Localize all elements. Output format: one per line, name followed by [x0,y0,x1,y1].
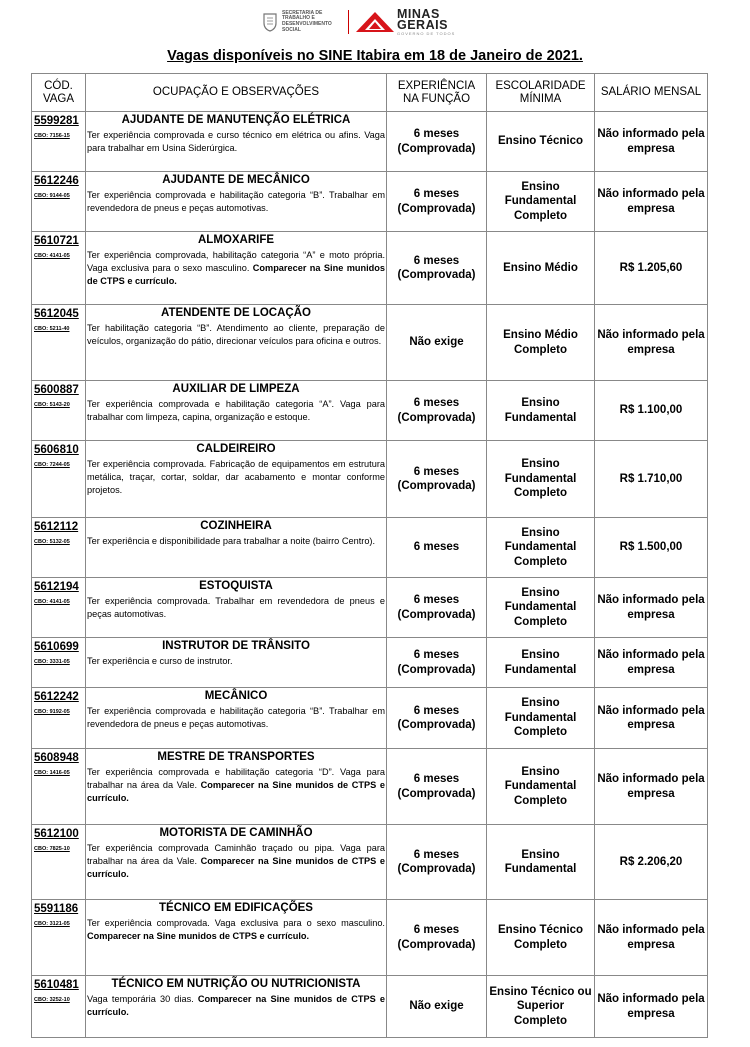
vacancy-code-cell [32,112,86,172]
occupation-title: AJUDANTE DE MANUTENÇÃO ELÉTRICA [121,114,351,126]
education-cell: Ensino Fundamental [487,381,595,441]
vacancy-code: 5610699 [34,641,79,653]
table-row [32,749,708,825]
occupation-title: MESTRE DE TRANSPORTES [157,751,315,763]
cbo-code: CBO: 5143-20 [34,402,70,408]
experience-cell: 6 meses (Comprovada) [387,900,487,976]
minas-gerais-triangle-icon [355,11,395,33]
occupation-title: COZINHEIRA [200,520,272,532]
occupation-title: MECÂNICO [204,690,268,702]
education-cell: Ensino Técnico [487,112,595,172]
occupation-title: MOTORISTA DE CAMINHÃO [159,827,313,839]
description-bold-note: Comparecer na Sine munidos de CTPS e currículo. [87,994,385,1017]
table-row [32,381,708,441]
vacancy-code: 5612246 [34,175,79,187]
vacancy-code: 5612100 [34,828,79,840]
table-header-row [32,74,708,112]
description-text: Ter experiência e disponibilidade para trabalhar a noite (bairro Centro). [87,536,376,546]
table-row [32,232,708,305]
education-cell: Ensino Fundamental Completo [487,441,595,518]
occupation-cell [86,381,387,441]
cbo-code: CBO: 3331-05 [34,659,70,665]
cbo-code: CBO: 9192-05 [34,709,70,715]
vacancy-code: 5600887 [34,384,79,396]
occupation-cell [86,112,387,172]
experience-cell: 6 meses (Comprovada) [387,112,487,172]
occupation-cell [86,900,387,976]
occupation-cell [86,578,387,638]
column-header-experience: EXPERIÊNCIA NA FUNÇÃO [387,74,487,112]
occupation-cell [86,232,387,305]
description-text: Ter experiência comprovada e habilitação categoria “D”. Vaga para trabalhar na área da Vale. [87,767,385,790]
occupation-cell [86,172,387,232]
table-row [32,305,708,381]
salary-cell: R$ 1.100,00 [595,381,708,441]
table-row [32,518,708,578]
vacancy-code: 5612194 [34,581,79,593]
salary-cell: Não informado pela empresa [595,638,708,688]
occupation-description [87,249,385,288]
vacancy-code: 5610481 [34,979,79,991]
experience-cell: 6 meses (Comprovada) [387,172,487,232]
vacancy-code: 5591186 [34,903,79,915]
vacancy-code-cell [32,578,86,638]
description-text: Ter experiência comprovada. Trabalhar em revendedora de pneus e peças automotivas. [87,596,385,619]
occupation-title: ATENDENTE DE LOCAÇÃO [161,307,311,319]
salary-cell: Não informado pela empresa [595,172,708,232]
column-header-salary: SALÁRIO MENSAL [595,74,708,112]
occupation-title: CALDEIREIRO [196,443,276,455]
vacancy-code-cell [32,232,86,305]
occupation-cell [86,825,387,900]
occupation-title: AJUDANTE DE MECÂNICO [162,174,310,186]
occupation-title: TÉCNICO EM NUTRIÇÃO OU NUTRICIONISTA [111,978,361,990]
experience-cell: 6 meses (Comprovada) [387,232,487,305]
vacancy-code: 5606810 [34,444,79,456]
column-header-occupation: OCUPAÇÃO E OBSERVAÇÕES [86,74,387,112]
secretaria-line: DESENVOLVIMENTO [282,21,332,27]
description-text: Ter experiência comprovada e habilitação categoria “A”. Vaga para trabalhar com limpeza, capina, organização e estoque. [87,399,385,422]
occupation-description [87,189,385,215]
description-text: Ter experiência comprovada e habilitação categoria “B”. Trabalhar em revendedora de pneus e peças automotivas. [87,706,385,729]
cbo-code: CBO: 5132-05 [34,539,70,545]
experience-cell: 6 meses (Comprovada) [387,381,487,441]
occupation-cell [86,976,387,1038]
experience-cell: Não exige [387,305,487,381]
cbo-code: CBO: 4141-05 [34,599,70,605]
description-bold-note: Comparecer na Sine munidos de CTPS e currículo. [87,780,386,803]
minas-gerais-logo [355,6,456,36]
vacancy-code: 5599281 [34,115,79,127]
occupation-description [87,398,385,424]
description-text: Ter experiência comprovada. Vaga exclusiva para o sexo masculino. [87,918,385,928]
salary-cell: R$ 1.205,60 [595,232,708,305]
vacancy-code-cell [32,381,86,441]
salary-cell: R$ 1.710,00 [595,441,708,518]
vacancy-code-cell [32,518,86,578]
education-cell: Ensino Médio Completo [487,305,595,381]
description-text: Ter experiência comprovada e curso técnico em elétrica ou afins. Vaga para trabalhar em Usina Siderúrgica. [87,130,385,153]
cbo-code: CBO: 1416-05 [34,770,70,776]
salary-cell: Não informado pela empresa [595,749,708,825]
experience-cell: 6 meses (Comprovada) [387,749,487,825]
header-logos [262,8,492,36]
education-cell: Ensino Fundamental Completo [487,749,595,825]
cbo-code: CBO: 7244-05 [34,462,70,468]
table-row [32,825,708,900]
occupation-cell [86,688,387,749]
vacancy-code-cell [32,638,86,688]
column-header-education: ESCOLARIDADE MÍNIMA [487,74,595,112]
experience-cell: 6 meses (Comprovada) [387,638,487,688]
secretaria-line: TRABALHO E [282,15,315,22]
experience-cell: Não exige [387,976,487,1038]
cbo-code: CBO: 3121-05 [34,921,70,927]
education-cell: Ensino Fundamental Completo [487,688,595,749]
description-text: Ter experiência comprovada e habilitação categoria “B”. Trabalhar em revendedora de pneus e peças automotivas. [87,190,385,213]
description-bold-note: Comparecer na Sine munidos de CTPS e currículo. [87,263,385,286]
logo-divider [348,10,349,34]
column-header-code: CÓD. VAGA [32,74,86,112]
cbo-code: CBO: 3252-10 [34,997,70,1003]
vacancy-code: 5612112 [34,521,79,533]
description-bold-note: Comparecer na Sine munidos de CTPS e currículo. [87,931,310,941]
logo-tagline: GOVERNO DE TODOS [397,30,456,36]
table-row [32,900,708,976]
occupation-cell [86,441,387,518]
salary-cell: Não informado pela empresa [595,305,708,381]
description-text: Ter experiência e curso de instrutor. [87,656,233,666]
occupation-description [87,458,385,497]
salary-cell: R$ 2.206,20 [595,825,708,900]
education-cell: Ensino Médio [487,232,595,305]
secretaria-text [282,11,344,33]
occupation-description [87,595,385,621]
salary-cell: Não informado pela empresa [595,900,708,976]
table-row [32,441,708,518]
salary-cell: R$ 1.500,00 [595,518,708,578]
occupation-title: TÉCNICO EM EDIFICAÇÕES [159,902,313,914]
occupation-title: AUXILIAR DE LIMPEZA [172,383,300,395]
occupation-description [87,129,385,155]
cbo-code: CBO: 7156-15 [34,133,70,139]
experience-cell: 6 meses [387,518,487,578]
secretaria-logo [262,9,344,35]
occupation-cell [86,638,387,688]
table-row [32,688,708,749]
jobs-table [31,73,708,1038]
education-cell: Ensino Fundamental Completo [487,518,595,578]
occupation-title: INSTRUTOR DE TRÂNSITO [162,640,310,652]
table-row [32,112,708,172]
occupation-title: ESTOQUISTA [199,580,273,592]
logo-line2: GERAIS [397,17,448,32]
salary-cell: Não informado pela empresa [595,688,708,749]
occupation-cell [86,305,387,381]
table-body [32,112,708,1038]
education-cell: Ensino Fundamental Completo [487,578,595,638]
page-title: Vagas disponíveis no SINE Itabira em 18 de Janeiro de 2021. [167,48,583,64]
cbo-code: CBO: 7825-10 [34,846,70,852]
coat-of-arms-icon [262,12,278,32]
secretaria-line: SOCIAL [282,26,301,33]
logo-line1: MINAS [397,6,440,21]
education-cell: Ensino Fundamental Completo [487,172,595,232]
occupation-description [87,535,385,548]
description-text: Ter experiência comprovada Caminhão traçado ou pipa. Vaga para trabalhar na área da Vale. [87,843,385,866]
table-row [32,172,708,232]
occupation-description [87,842,385,881]
education-cell: Ensino Técnico ou Superior Completo [487,976,595,1038]
occupation-description [87,322,385,348]
occupation-description [87,655,385,668]
description-text: Ter experiência comprovada, habilitação categoria “A” e moto própria. Vaga exclusiva para o sexo masculino. [87,250,385,273]
vacancy-code-cell [32,749,86,825]
vacancy-code-cell [32,441,86,518]
cbo-code: CBO: 9144-05 [34,193,70,199]
description-bold-note: Comparecer na Sine munidos de CTPS e currículo. [87,856,386,879]
experience-cell: 6 meses (Comprovada) [387,578,487,638]
vacancy-code: 5608948 [34,752,79,764]
description-text: Vaga temporária 30 dias. [87,994,198,1004]
salary-cell: Não informado pela empresa [595,578,708,638]
vacancy-code: 5612242 [34,691,79,703]
vacancy-code-cell [32,976,86,1038]
occupation-description [87,766,385,805]
occupation-cell [86,518,387,578]
description-text: Ter experiência comprovada. Fabricação de equipamentos em estrutura metálica, traçar, cortar, soldar, dar acabamento e montar conforme projetos. [87,459,385,495]
salary-cell: Não informado pela empresa [595,976,708,1038]
education-cell: Ensino Técnico Completo [487,900,595,976]
experience-cell: 6 meses (Comprovada) [387,688,487,749]
table-row [32,578,708,638]
table-row [32,976,708,1038]
occupation-description [87,705,385,731]
vacancy-code-cell [32,172,86,232]
occupation-title: ALMOXARIFE [197,234,275,246]
vacancy-code-cell [32,825,86,900]
experience-cell: 6 meses (Comprovada) [387,825,487,900]
vacancy-code-cell [32,305,86,381]
occupation-description [87,917,385,943]
occupation-cell [86,749,387,825]
vacancy-code: 5612045 [34,308,79,320]
salary-cell: Não informado pela empresa [595,112,708,172]
experience-cell: 6 meses (Comprovada) [387,441,487,518]
vacancy-code: 5610721 [34,235,79,247]
cbo-code: CBO: 5211-40 [34,326,70,332]
vacancy-code-cell [32,688,86,749]
education-cell: Ensino Fundamental [487,638,595,688]
vacancy-code-cell [32,900,86,976]
education-cell: Ensino Fundamental [487,825,595,900]
table-row [32,638,708,688]
secretaria-line: SECRETARIA DE [282,9,323,16]
cbo-code: CBO: 4141-05 [34,253,70,259]
description-text: Ter habilitação categoria “B”. Atendimento ao cliente, preparação de veículos, organização do pátio, direcionar veículos para oficina e outros. [87,323,385,346]
occupation-description [87,993,385,1019]
